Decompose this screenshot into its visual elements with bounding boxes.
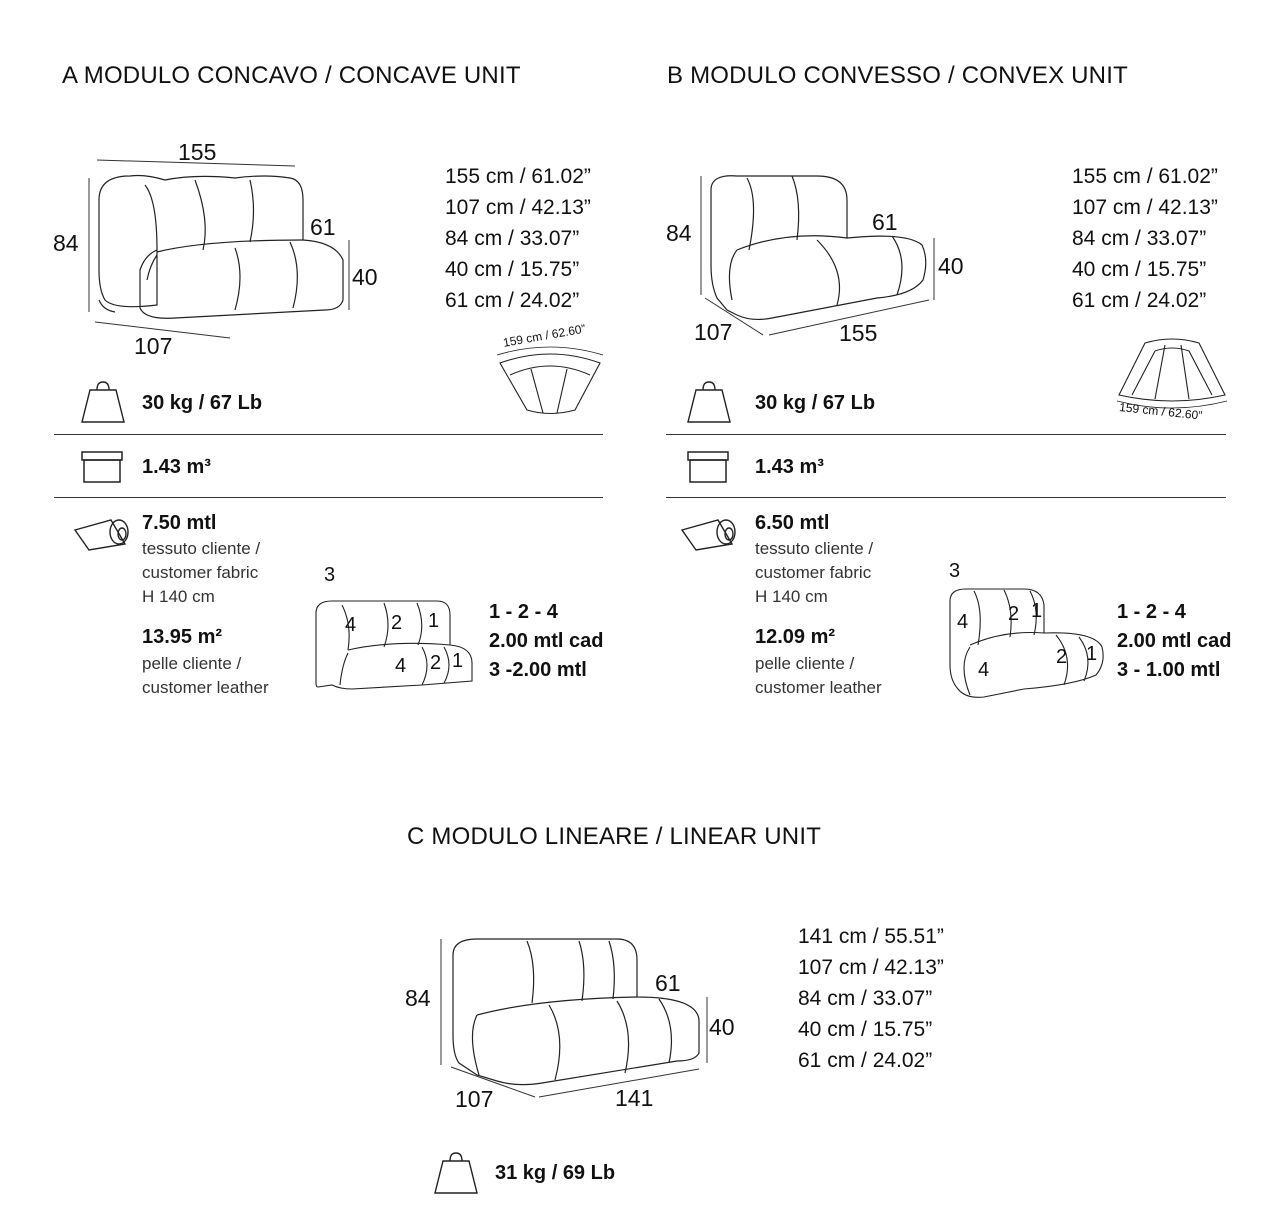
dim-list-item: 84 cm / 33.07” (1072, 227, 1207, 250)
divider (666, 497, 1226, 498)
unit-b-dim-seat-depth: 61 (872, 209, 898, 235)
part-3-label: 3 (949, 560, 961, 582)
unit-a-sofa-drawing (85, 160, 355, 335)
unit-a-weight: 30 kg / 67 Lb (142, 392, 263, 414)
unit-a-dim-width: 155 (178, 139, 217, 165)
part-4-label: 4 (957, 611, 969, 633)
dim-list-item: 40 cm / 15.75” (798, 1018, 933, 1041)
dim-list-item: 40 cm / 15.75” (1072, 258, 1207, 281)
dim-list-item: 40 cm / 15.75” (445, 258, 580, 281)
unit-b-plan-view (1117, 337, 1227, 407)
part-1-label: 1 (1031, 600, 1043, 622)
unit-c-sofa-drawing (437, 935, 712, 1100)
unit-c-weight: 31 kg / 69 Lb (495, 1162, 616, 1184)
weight-icon (686, 380, 732, 424)
unit-b-parts-diagram (944, 585, 1109, 700)
volume-box-icon (686, 450, 730, 484)
dim-list-item: 141 cm / 55.51” (798, 925, 944, 948)
unit-a-volume: 1.43 m³ (142, 456, 211, 478)
part-1-label: 1 (1086, 643, 1098, 665)
unit-a-leather-amount: 13.95 m² (142, 626, 223, 648)
unit-b-dimension-list (1072, 161, 1218, 316)
dim-list-item: 61 cm / 24.02” (445, 289, 580, 312)
part-3-label: 3 (324, 564, 336, 586)
unit-c-dim-seat-height: 40 (709, 1014, 735, 1040)
unit-a-title: A MODULO CONCAVO / CONCAVE UNIT (62, 62, 521, 89)
volume-box-icon (80, 450, 124, 484)
part-2-label: 2 (391, 612, 403, 634)
unit-a-parts-diagram (312, 595, 477, 695)
unit-b-volume: 1.43 m³ (755, 456, 824, 478)
unit-b-leather-amount: 12.09 m² (755, 626, 836, 648)
dim-list-item: 155 cm / 61.02” (445, 165, 591, 188)
dim-list-item: 61 cm / 24.02” (798, 1049, 933, 1072)
part-4-label: 4 (978, 659, 990, 681)
part-4-label: 4 (395, 655, 407, 677)
unit-b-dim-width: 155 (839, 320, 878, 346)
unit-c-title: C MODULO LINEARE / LINEAR UNIT (407, 823, 822, 850)
fabric-roll-icon (680, 514, 738, 552)
fabric-roll-icon (73, 514, 131, 552)
unit-b-dim-height: 84 (666, 220, 692, 246)
part-2-label: 2 (430, 652, 442, 674)
unit-a-fabric-amount: 7.50 mtl (142, 512, 217, 534)
part-2-label: 2 (1056, 646, 1068, 668)
dim-list-item: 107 cm / 42.13” (798, 956, 944, 979)
dim-list-item: 107 cm / 42.13” (445, 196, 591, 219)
dim-list-item: 107 cm / 42.13” (1072, 196, 1218, 219)
unit-b-parts-list: 1 - 2 - 4 2.00 mtl cad 3 - 1.00 mtl (1117, 601, 1232, 681)
unit-a-dim-height: 84 (53, 230, 79, 256)
divider (666, 434, 1226, 435)
unit-a-plan-view (495, 345, 605, 420)
unit-b-title: B MODULO CONVESSO / CONVEX UNIT (667, 62, 1128, 89)
weight-icon (80, 380, 126, 424)
unit-a-dim-depth: 107 (134, 333, 173, 359)
unit-c-dim-depth: 107 (455, 1086, 494, 1112)
unit-b-dim-depth: 107 (694, 319, 733, 345)
unit-c-dim-seat-depth: 61 (655, 970, 681, 996)
dim-list-item: 84 cm / 33.07” (445, 227, 580, 250)
dim-list-item: 155 cm / 61.02” (1072, 165, 1218, 188)
unit-a-dim-seat-depth: 61 (310, 214, 336, 240)
unit-b-leather-desc: pelle cliente / customer leather (755, 654, 882, 697)
part-4-label: 4 (345, 614, 357, 636)
weight-icon (433, 1151, 479, 1195)
unit-c-dim-width: 141 (615, 1085, 654, 1111)
divider (54, 434, 603, 435)
unit-a-dimension-list (445, 161, 591, 316)
unit-b-fabric-desc: tessuto cliente / customer fabric H 140 cm (755, 539, 874, 606)
unit-c-dim-height: 84 (405, 985, 431, 1011)
unit-a-leather-desc: pelle cliente / customer leather (142, 654, 269, 697)
unit-a-dim-seat-height: 40 (352, 264, 378, 290)
unit-b-arc-label: 159 cm / 62.60” (1118, 400, 1203, 423)
unit-b-sofa-drawing (697, 170, 947, 340)
part-2-label: 2 (1008, 603, 1020, 625)
part-1-label: 1 (428, 610, 440, 632)
part-1-label: 1 (452, 650, 464, 672)
dim-list-item: 84 cm / 33.07” (798, 987, 933, 1010)
unit-b-fabric-amount: 6.50 mtl (755, 512, 830, 534)
dim-list-item: 61 cm / 24.02” (1072, 289, 1207, 312)
unit-b-dim-seat-height: 40 (938, 253, 964, 279)
unit-a-parts-list: 1 - 2 - 4 2.00 mtl cad 3 -2.00 mtl (489, 601, 604, 681)
unit-a-arc-label: 159 cm / 62.60” (502, 321, 587, 350)
unit-b-weight: 30 kg / 67 Lb (755, 392, 876, 414)
divider (54, 497, 603, 498)
unit-c-dimension-list (798, 921, 944, 1076)
unit-a-fabric-desc: tessuto cliente / customer fabric H 140 cm (142, 539, 261, 606)
